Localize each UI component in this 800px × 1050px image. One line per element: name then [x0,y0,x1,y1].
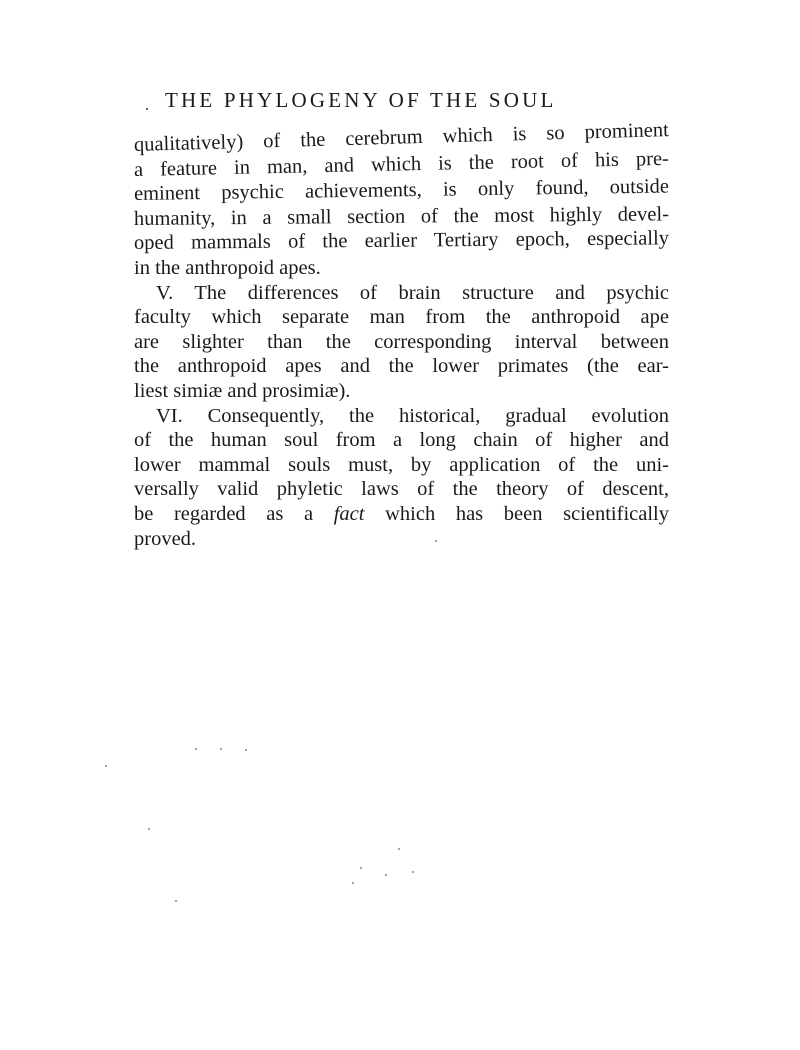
speck-mark [412,871,414,873]
paragraph-vi [134,404,669,552]
text-line: qualitatively) of the cerebrum which is so prominent [133,119,670,156]
text-segment: be regarded as a [134,502,334,525]
speck-mark [146,108,148,110]
text-segment: which has been scientifically [364,502,669,525]
text-line: V. The differences of brain structure and psychic [156,281,669,304]
text-line: faculty which separate man from the anthropoid ape [134,306,669,329]
running-head: THE PHYLOGENY OF THE SOUL [165,88,557,112]
speck-mark [220,748,222,750]
speck-mark [352,882,354,884]
text-line: lower mammal souls must, by application of the uni- [134,453,669,476]
text-line: of the human soul from a long chain of higher and [134,429,669,452]
text-line: oped mammals of the earlier Tertiary epoch, especially [133,227,670,255]
speck-mark [435,540,437,542]
text-line: proved. [134,527,197,550]
text-line: liest simiæ and prosimiæ). [134,379,351,402]
paragraph-iv-continued [133,119,670,281]
text-line [134,502,669,527]
speck-mark [360,867,362,869]
text-line: are slighter than the corresponding interval between [134,330,669,353]
italic-word: fact [333,502,365,525]
paragraph-v [134,281,669,404]
speck-mark [105,765,107,767]
text-line: a feature in man, and which is the root of his pre- [133,147,670,181]
speck-mark [175,900,177,902]
speck-mark [148,828,150,830]
text-line: humanity, in a small section of the most highly devel- [133,203,670,230]
text-line: versally valid phyletic laws of the theory of descent, [134,478,669,501]
speck-mark [385,874,387,876]
speck-mark [245,749,247,751]
speck-mark [398,848,400,850]
speck-mark [195,748,197,750]
text-line: in the anthropoid apes. [134,256,321,279]
text-line: the anthropoid apes and the lower primates (the ear- [134,355,669,378]
text-line: eminent psychic achievements, is only found, outside [133,175,670,206]
text-line: VI. Consequently, the historical, gradual evolution [156,404,669,427]
body-text [133,119,670,551]
